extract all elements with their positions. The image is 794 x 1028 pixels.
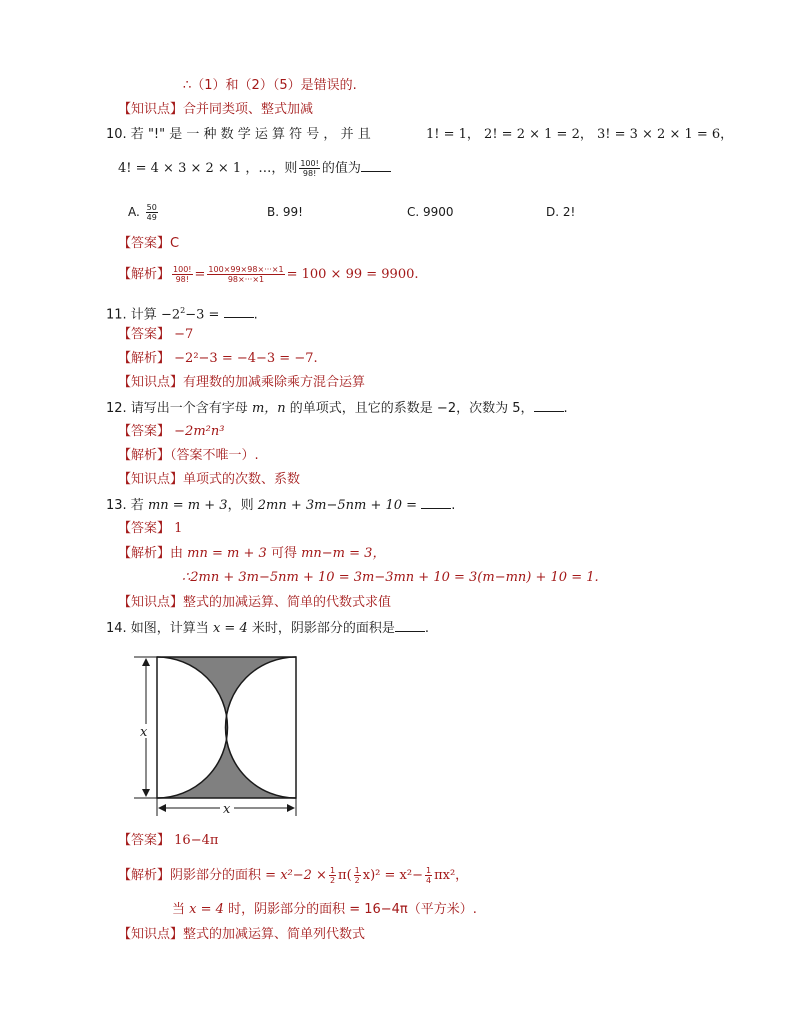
explanation-12 — [118, 447, 259, 465]
den: 98×···×1 — [227, 275, 265, 284]
tag: 【答案】 — [118, 521, 171, 536]
tag: 【知识点】 — [118, 472, 184, 487]
tag: 【答案】 — [118, 424, 171, 439]
tag: 【知识点】 — [118, 927, 184, 942]
q13-text: 13. 若 — [106, 498, 144, 513]
answer-13 — [118, 520, 182, 538]
num: 1 — [425, 866, 432, 875]
q11-math: −2 — [160, 307, 181, 323]
text: 阴影部分的面积 — [170, 868, 262, 883]
num: 1 — [354, 866, 360, 875]
label-x-bottom: x — [223, 802, 231, 817]
q10-text: 10. 若 "!" 是 一 种 数 学 运 算 符 号 ， 并 且 — [106, 127, 371, 142]
pi: π( — [338, 868, 352, 883]
math2: mn−m = 3， — [301, 546, 386, 561]
math: x = 4 — [189, 902, 224, 917]
num: 50 — [146, 203, 157, 212]
answer-10 — [118, 235, 179, 253]
q10-fraction — [299, 159, 319, 178]
den: 98! — [302, 169, 317, 178]
q14-math: x = 4 — [212, 621, 248, 636]
question-12: 12. 请写出一个含有字母 m，n 的单项式，且它的系数是 −2，次数为 5， . — [106, 401, 568, 416]
conclusion-line: ∴（1）和（2）（5）是错误的. — [183, 78, 357, 93]
option-d: D. 2! — [546, 205, 576, 219]
answer-blank — [361, 159, 391, 172]
tag: 【解析】 — [118, 868, 171, 883]
text: （答案不唯一）. — [170, 448, 259, 463]
tag: 【解析】 — [118, 351, 171, 366]
question-14: 14. 如图，计算当 x = 4 米时，阴影部分的面积是 . — [106, 621, 430, 636]
q13-math2: 2mn + 3m−5nm + 10 = — [257, 498, 418, 513]
den: 98! — [175, 275, 189, 284]
option-a-fraction — [146, 203, 158, 222]
num: 1 — [329, 866, 336, 875]
knowledge-point-12 — [118, 471, 300, 489]
math2: x)² = x²− — [362, 868, 423, 883]
figure-square-semicircles — [126, 648, 304, 820]
tag: 【知识点】 — [118, 595, 184, 610]
answer-blank — [395, 619, 425, 632]
text: 当 — [172, 902, 186, 917]
knowledge-point-9 — [118, 101, 313, 119]
text: 单项式的次数、系数 — [183, 472, 301, 487]
explanation-14-line2 — [172, 901, 477, 919]
q14-text2: 米时，阴影部分的面积是 — [251, 621, 395, 636]
den: 2 — [329, 876, 336, 885]
q11-math2: −3 = — [185, 307, 220, 323]
question-13: 13. 若 mn = m + 3，则 2mn + 3m−5nm + 10 = . — [106, 498, 456, 513]
tag: 【答案】 — [118, 833, 171, 848]
value: −2m²n³ — [174, 424, 225, 439]
den: 2 — [354, 876, 360, 885]
text: 有理数的加减乘除乘方混合运算 — [183, 375, 366, 390]
tag: 【解析】 — [118, 267, 171, 282]
text: 由 — [170, 546, 184, 561]
tag: 【知识点】 — [118, 102, 184, 117]
value: −7 — [174, 327, 194, 342]
q10-text3: 的值为 — [321, 161, 361, 176]
q10-text2: 4! = 4 × 3 × 2 × 1 ，…，则 — [118, 161, 298, 176]
answer-12 — [118, 423, 224, 441]
math1: mn = m + 3 — [187, 546, 267, 561]
tag: 【解析】 — [118, 448, 171, 463]
knowledge-point-14 — [118, 926, 365, 944]
text: 合并同类项、整式加减 — [183, 102, 314, 117]
question-10-line1 — [106, 126, 371, 144]
text: −2²−3 = −4−3 = −7. — [174, 351, 318, 366]
q12-text: 12. 请写出一个含有字母 — [106, 401, 248, 416]
value: 16−4π — [174, 833, 219, 848]
value: C — [170, 236, 180, 251]
knowledge-point-13 — [118, 594, 391, 612]
explanation-11 — [118, 350, 318, 368]
math3: πx²， — [434, 868, 469, 883]
answer-blank — [534, 399, 564, 412]
label: A. — [128, 205, 140, 219]
option-a — [128, 203, 160, 222]
label-x-left: x — [140, 725, 148, 740]
question-10-line2 — [118, 159, 391, 178]
frac3 — [425, 866, 432, 885]
question-11: 11. 计算 $-2^2-3$ = . — [106, 306, 258, 323]
text: 整式的加减运算、简单的代数式求值 — [183, 595, 392, 610]
knowledge-point-11 — [118, 374, 365, 392]
frac1 — [329, 866, 336, 885]
value: 1 — [174, 521, 183, 536]
explanation-13-line2: ∴2mn + 3m−5nm + 10 = 3m−3mn + 10 = 3(m−mn) + 10 = 1. — [182, 570, 599, 585]
q12-math: m，n — [251, 401, 286, 416]
q11-text: 11. 计算 — [106, 307, 157, 323]
q13-math: mn = m + 3 — [147, 498, 228, 513]
text2: 可得 — [270, 546, 297, 561]
answer-11 — [118, 326, 193, 344]
tag: 【答案】 — [118, 327, 171, 342]
num: 100×99×98×···×1 — [208, 265, 284, 274]
text2: 时，阴影部分的面积 = 16−4π（平方米）. — [228, 902, 477, 917]
exp10-frac2 — [207, 265, 284, 284]
q14-text: 14. 如图，计算当 — [106, 621, 209, 636]
num: 100! — [300, 159, 319, 168]
den: 4 — [425, 876, 432, 885]
result: = 100 × 99 = 9900. — [286, 267, 419, 282]
q12-text2: 的单项式，且它的系数是 −2，次数为 5， — [289, 401, 534, 416]
num: 100! — [173, 265, 192, 274]
q13-text2: ，则 — [227, 498, 254, 513]
explanation-10: 【解析】 $\frac{100!}{98!}$ = $\frac{100\times 99\times 98\times\cdot\cdot\cdot\times 1}{98\times\cdot\cdot\cdot\times 1}$ = 100 × 99 = 9900. — [118, 265, 419, 284]
tag: 【解析】 — [118, 546, 171, 561]
tag: 【答案】 — [118, 236, 171, 251]
tag: 【知识点】 — [118, 375, 184, 390]
exp10-frac1 — [172, 265, 192, 284]
frac2 — [354, 866, 361, 885]
q10-factorials: 1! = 1， 2! = 2 × 1 = 2， 3! = 3 × 2 × 1 = 6， — [426, 127, 734, 142]
option-c: C. 9900 — [407, 205, 454, 219]
den: 49 — [146, 213, 157, 222]
explanation-14 — [118, 866, 468, 885]
option-b: B. 99! — [267, 205, 303, 219]
answer-blank — [421, 496, 451, 509]
answer-14 — [118, 832, 218, 850]
math1: = x²−2 × — [265, 868, 327, 883]
explanation-13 — [118, 545, 385, 563]
text: 整式的加减运算、简单列代数式 — [183, 927, 366, 942]
answer-blank — [224, 305, 254, 318]
shaded-region — [157, 657, 296, 798]
